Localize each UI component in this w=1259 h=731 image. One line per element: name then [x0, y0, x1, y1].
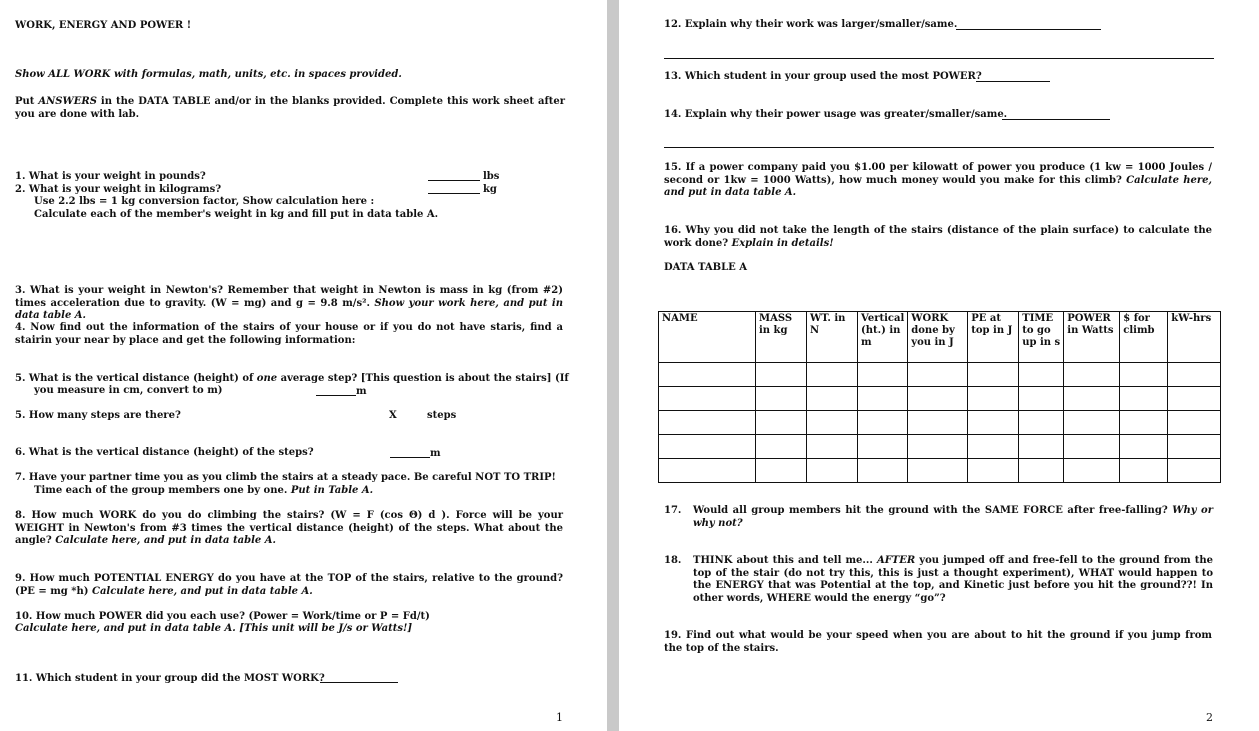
table-cell[interactable] [968, 363, 1019, 387]
header-time: TIME to go up in s [1019, 312, 1064, 363]
table-cell[interactable] [1064, 435, 1120, 459]
table-cell[interactable] [1120, 459, 1168, 483]
table-cell[interactable] [908, 435, 968, 459]
table-cell[interactable] [659, 459, 756, 483]
table-cell[interactable] [1168, 387, 1221, 411]
table-cell[interactable] [858, 411, 908, 435]
table-header-row [659, 312, 1221, 363]
instruction-show-work: Show ALL WORK with formulas, math, units, etc. in spaces provided. [15, 69, 402, 80]
question-16: 16. Why you did not take the length of the stairs (distance of the plain surface) to calculate the work done? Explain in details! [664, 225, 1212, 249]
question-3: 3. What is your weight in Newton's? Remember that weight in Newton is mass in kg (from #2) times acceleration due to gravity. (W = mg) and g = 9.8 m/s². Show your work here, and put in data table A. [15, 285, 563, 321]
unit-m-5a: m [356, 386, 367, 397]
question-5b: 5. How many steps are there? [15, 410, 181, 421]
answer-blank-6[interactable] [390, 448, 430, 458]
question-12: 12. Explain why their work was larger/smaller/same. [664, 19, 958, 30]
table-cell[interactable] [756, 411, 807, 435]
question-7-line2: Time each of the group members one by one. Put in Table A. [34, 485, 374, 496]
table-cell[interactable] [908, 387, 968, 411]
table-cell[interactable] [1168, 363, 1221, 387]
question-7: 7. Have your partner time you as you climb the stairs at a steady pace. Be careful NOT TO TRIP! [15, 472, 556, 483]
table-cell[interactable] [1120, 435, 1168, 459]
question-9: 9. How much POTENTIAL ENERGY do you have at the TOP of the stairs, relative to the ground? (PE = mg *h) Calculate here, and put in data table A. [15, 573, 563, 597]
table-cell[interactable] [1019, 435, 1064, 459]
table-cell[interactable] [1019, 459, 1064, 483]
header-work: WORK done by you in J [908, 312, 968, 363]
question-2-calculate: Calculate each of the member's weight in kg and fill put in data table A. [34, 209, 439, 220]
table-cell[interactable] [659, 435, 756, 459]
question-18-number: 18. [664, 555, 682, 566]
table-cell[interactable] [858, 459, 908, 483]
question-8: 8. How much WORK do you do climbing the stairs? (W = F (cos Θ) d ). Force will be your WEIGHT in Newton's from #3 times the vertical distance (height) of the steps. What about the angle? Calculate here, and put in data table A. [15, 510, 563, 546]
table-row [659, 363, 1221, 387]
table-cell[interactable] [659, 411, 756, 435]
question-4: 4. Now find out the information of the stairs of your house or if you do not have staris, find a stairin your near by place and get the following information: [15, 322, 563, 346]
answer-blank-1[interactable] [428, 171, 480, 181]
table-cell[interactable] [1064, 459, 1120, 483]
table-row [659, 387, 1221, 411]
table-cell[interactable] [807, 411, 858, 435]
table-cell[interactable] [858, 363, 908, 387]
answer-blank-12[interactable] [956, 20, 1101, 30]
table-cell[interactable] [908, 363, 968, 387]
question-18: THINK about this and tell me... AFTER you jumped off and free-fell to the ground from the top of the stair (do not try this, this is just a thought experiment), WHAT would happen to the ENERGY that was Potential at the top, and Kinetic just before you hit the ground??! In other words, WHERE would the energy “go”? [693, 555, 1213, 604]
page-1 [0, 0, 607, 731]
table-cell[interactable] [1019, 363, 1064, 387]
table-cell[interactable] [968, 435, 1019, 459]
worksheet-title: WORK, ENERGY AND POWER ! [15, 20, 192, 31]
unit-kg: kg [483, 184, 497, 195]
question-2-conversion: Use 2.2 lbs = 1 kg conversion factor, Show calculation here : [34, 196, 375, 207]
table-cell[interactable] [1019, 387, 1064, 411]
page-number-2: 2 [1206, 711, 1213, 724]
table-row [659, 459, 1221, 483]
question-11: 11. Which student in your group did the MOST WORK? [15, 673, 325, 684]
question-14: 14. Explain why their power usage was greater/smaller/same. [664, 109, 1008, 120]
question-10: 10. How much POWER did you each use? (Power = Work/time or P = Fd/t) [15, 611, 430, 622]
table-row [659, 435, 1221, 459]
header-dollars: $ for climb [1120, 312, 1168, 363]
table-cell[interactable] [756, 363, 807, 387]
table-cell[interactable] [756, 435, 807, 459]
answer-blank-13[interactable] [976, 72, 1050, 82]
table-cell[interactable] [756, 459, 807, 483]
unit-lbs: lbs [483, 171, 500, 182]
unit-m-6: m [430, 448, 441, 459]
table-cell[interactable] [1064, 387, 1120, 411]
question-17: Would all group members hit the ground with the SAME FORCE after free-falling? Why or why not? [693, 505, 1214, 529]
header-weight: WT. in N [807, 312, 858, 363]
header-pe: PE at top in J [968, 312, 1019, 363]
data-table-title: DATA TABLE A [664, 262, 748, 273]
answer-blank-5a[interactable] [316, 386, 356, 396]
question-6: 6. What is the vertical distance (height) of the steps? [15, 447, 314, 458]
page-number-1: 1 [556, 711, 563, 724]
table-cell[interactable] [1120, 363, 1168, 387]
header-kwhrs: kW-hrs [1168, 312, 1221, 363]
table-cell[interactable] [1168, 459, 1221, 483]
table-cell[interactable] [858, 387, 908, 411]
table-cell[interactable] [807, 387, 858, 411]
question-13: 13. Which student in your group used the most POWER? [664, 71, 982, 82]
header-name: NAME [659, 312, 756, 363]
table-cell[interactable] [968, 459, 1019, 483]
table-cell[interactable] [659, 387, 756, 411]
table-cell[interactable] [908, 459, 968, 483]
data-table-a [658, 311, 1221, 483]
table-cell[interactable] [1120, 411, 1168, 435]
table-cell[interactable] [1168, 411, 1221, 435]
table-cell[interactable] [1064, 411, 1120, 435]
table-cell[interactable] [968, 387, 1019, 411]
question-1: 1. What is your weight in pounds? [15, 171, 206, 182]
table-cell[interactable] [756, 387, 807, 411]
table-row [659, 411, 1221, 435]
table-cell[interactable] [807, 435, 858, 459]
table-cell[interactable] [1168, 435, 1221, 459]
table-cell[interactable] [807, 363, 858, 387]
table-cell[interactable] [1120, 387, 1168, 411]
answer-blank-11[interactable] [320, 673, 398, 683]
question-17-number: 17. [664, 505, 682, 516]
question-15: 15. If a power company paid you $1.00 per kilowatt of power you produce (1 kw = 1000 Joules / second or 1kw = 1000 Watts), how much money would you make for this climb? Calculate here, and put in data table A. [664, 162, 1212, 198]
header-power: POWER in Watts [1064, 312, 1120, 363]
answer-line-12 [664, 58, 1214, 59]
question-19: 19. Find out what would be your speed when you are about to hit the ground if you jump from the top of the stairs. [664, 630, 1212, 654]
question-2: 2. What is your weight in kilograms? [15, 184, 222, 195]
table-cell[interactable] [1019, 411, 1064, 435]
table-cell[interactable] [1064, 363, 1120, 387]
steps-count-x: X [389, 410, 397, 421]
answer-blank-2[interactable] [428, 184, 480, 194]
unit-steps: steps [427, 410, 457, 421]
instruction-answers: Put ANSWERS in the DATA TABLE and/or in the blanks provided. Complete this work sheet after you are done with lab. [15, 96, 565, 120]
table-cell[interactable] [807, 459, 858, 483]
table-cell[interactable] [968, 411, 1019, 435]
table-cell[interactable] [908, 411, 968, 435]
answer-line-14 [664, 147, 1214, 148]
table-cell[interactable] [858, 435, 908, 459]
question-10-calculate: Calculate here, and put in data table A. [This unit will be J/s or Watts!] [15, 623, 413, 634]
header-mass: MASS in kg [756, 312, 807, 363]
answer-blank-14[interactable] [1002, 110, 1110, 120]
header-vertical: Vertical (ht.) in m [858, 312, 908, 363]
question-5a-note: you measure in cm, convert to m) [34, 385, 223, 396]
question-5a: 5. What is the vertical distance (height) of one average step? [This question is about the stairs] (If [15, 373, 569, 384]
table-cell[interactable] [659, 363, 756, 387]
